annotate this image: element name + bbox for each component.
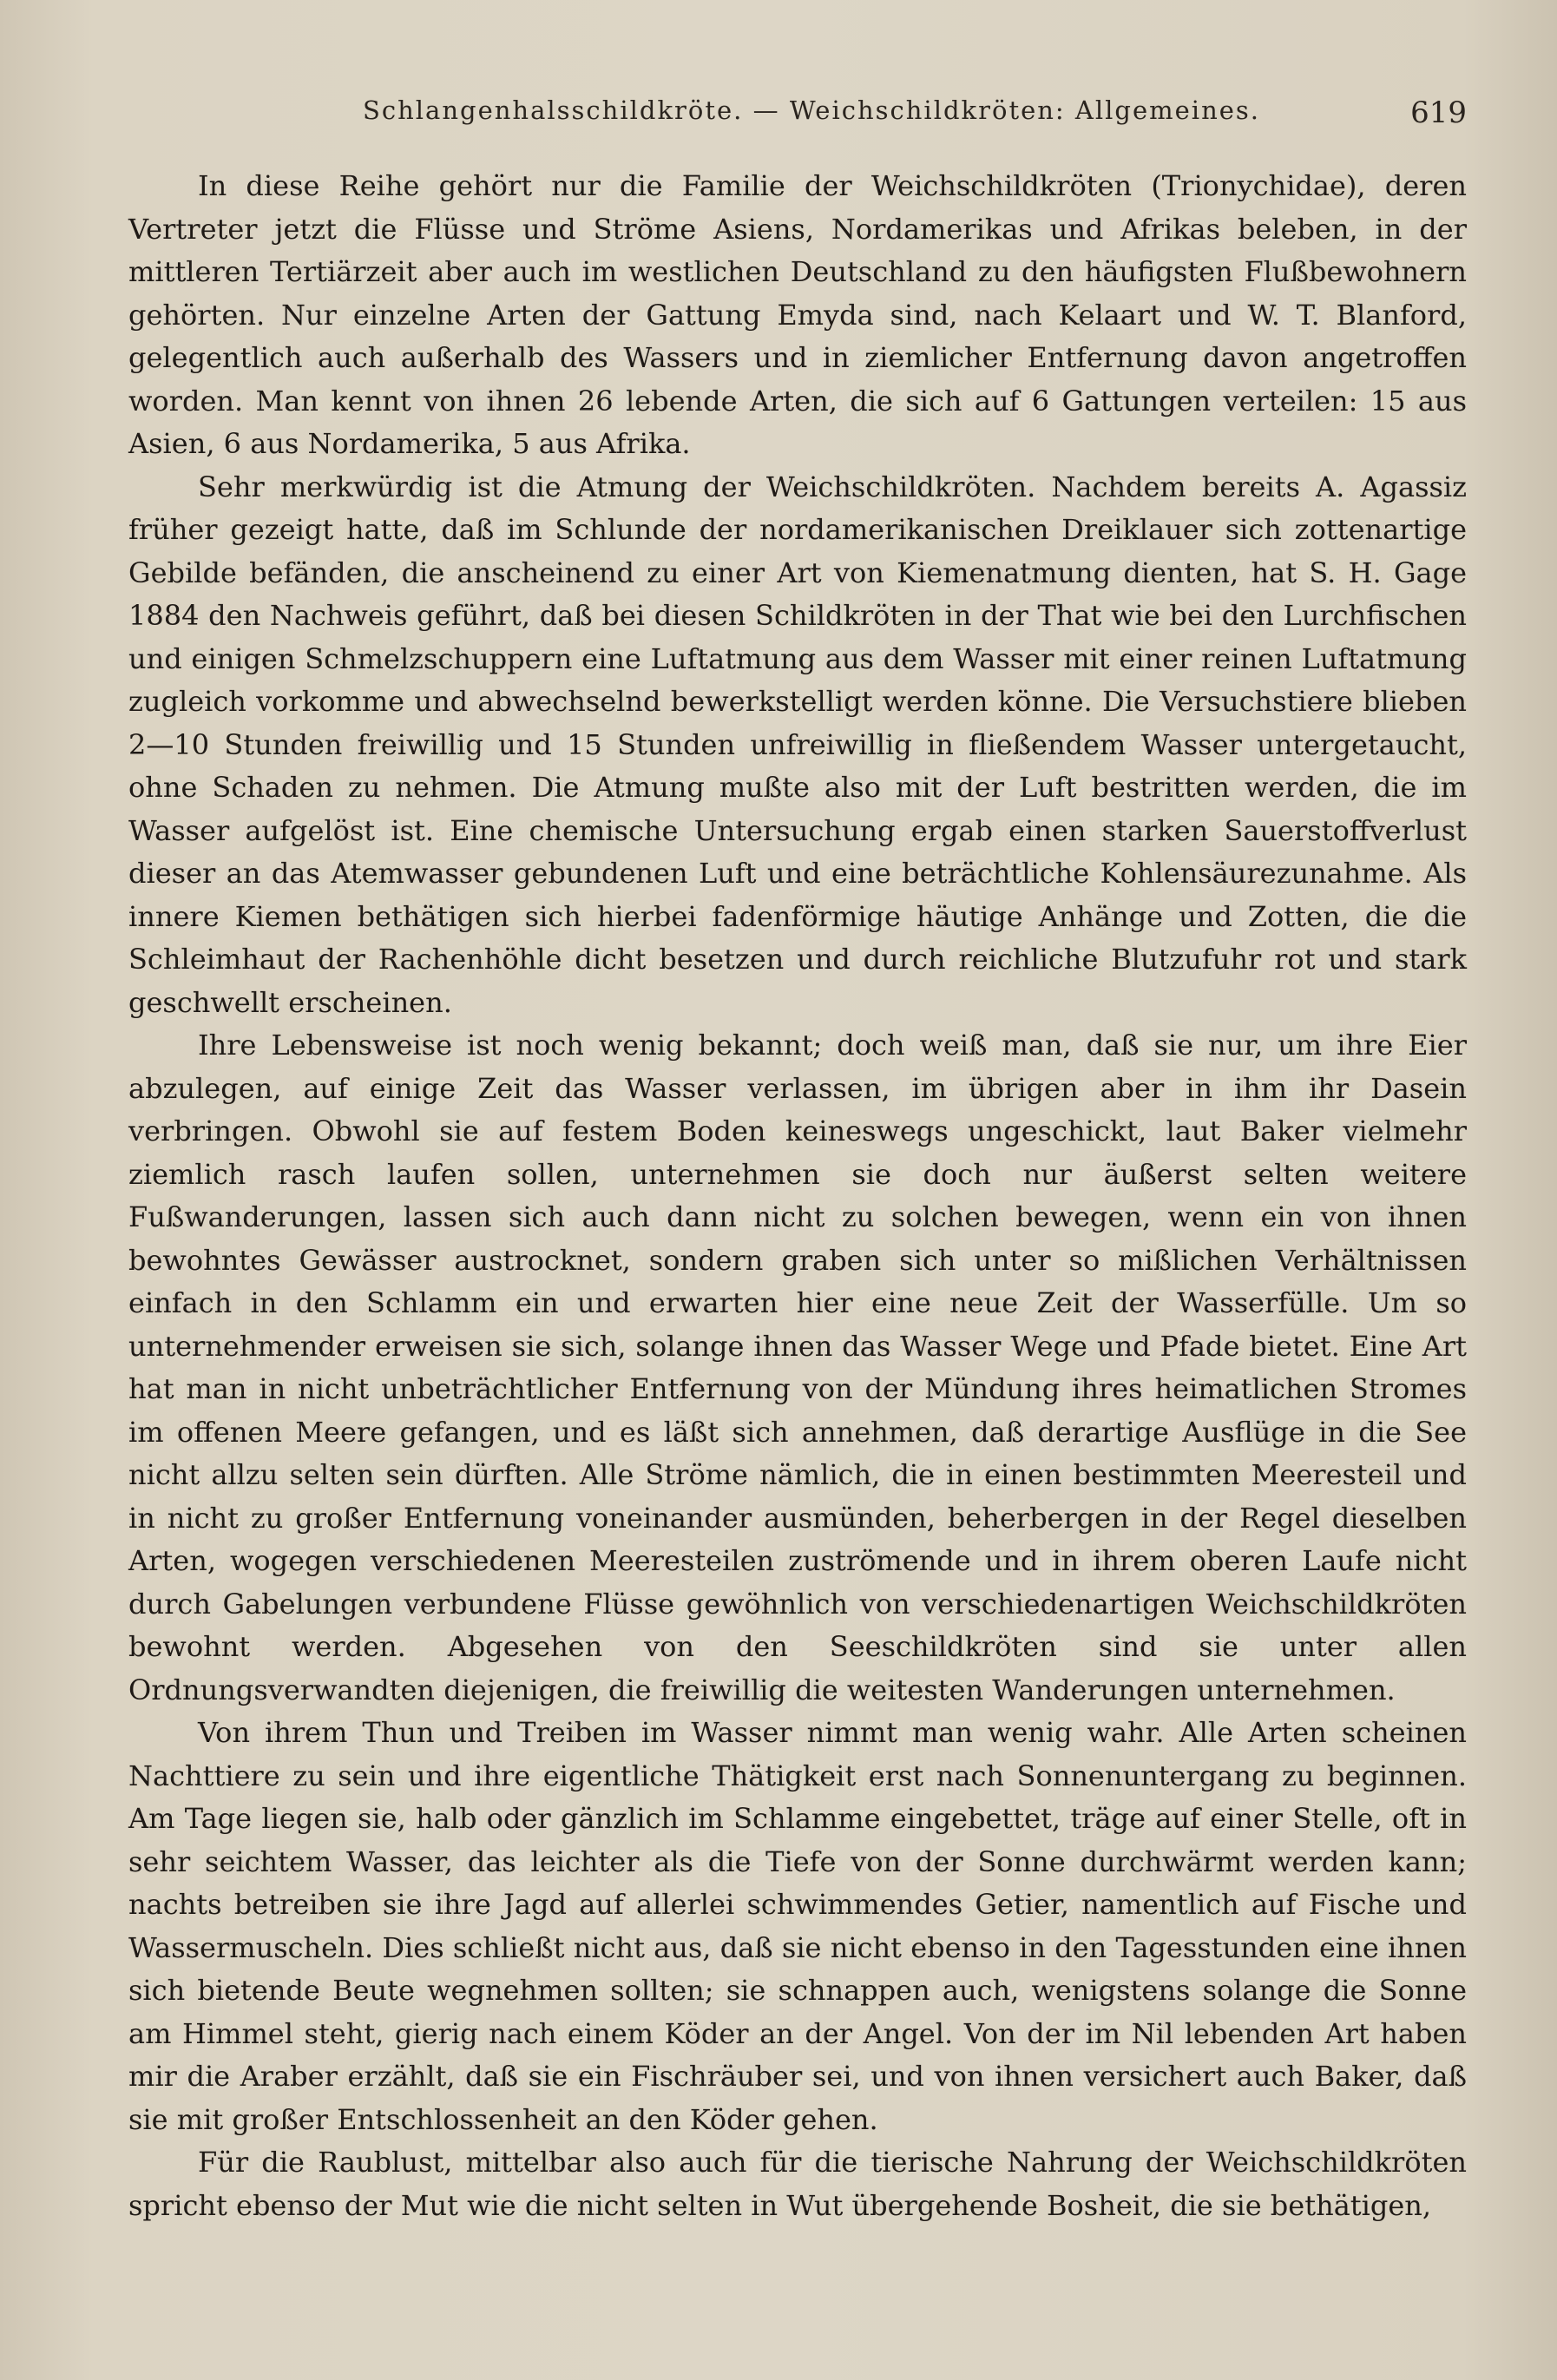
paragraph: Für die Raublust, mittelbar also auch für die tierische Nahrung der Weichschildkröten spricht ebenso der Mut wie die nicht selten in Wut übergehende Bosheit, die sie bethätigen, — [128, 2146, 1467, 2222]
body-text — [128, 165, 1467, 2227]
page-number: 619 — [1410, 95, 1467, 130]
running-head: Schlangenhalsschildkröte. — Weichschildkröten: Allgemeines. — [363, 95, 1261, 125]
paragraph: In diese Reihe gehört nur die Familie der Weichschildkröten (Trionychidae), deren Vertreter jetzt die Flüsse und Ströme Asiens, Nordamerikas und Afrikas beleben, in der mittleren Tertiärzeit aber auch im westlichen Deutschland zu den häufigsten Flußbewohnern gehörten. Nur einzelne Arten der Gattung Emyda sind, nach Kelaart und W. T. Blanford, gelegentlich auch außerhalb des Wassers und in ziemlicher Entfernung davon angetroffen worden. Man kennt von ihnen 26 lebende Arten, die sich auf 6 Gattungen verteilen: 15 aus Asien, 6 aus Nordamerika, 5 aus Afrika. — [128, 169, 1467, 460]
paragraph: Von ihrem Thun und Treiben im Wasser nimmt man wenig wahr. Alle Arten scheinen Nachttiere zu sein und ihre eigentliche Thätigkeit erst nach Sonnenuntergang zu beginnen. Am Tage liegen sie, halb oder gänzlich im Schlamme eingebettet, träge auf einer Stelle, oft in sehr seichtem Wasser, das leichter als die Tiefe von der Sonne durchwärmt werden kann; nachts betreiben sie ihre Jagd auf allerlei schwimmendes Getier, namentlich auf Fische und Wassermuscheln. Dies schließt nicht aus, daß sie nicht ebenso in den Tagesstunden eine ihnen sich bietende Beute wegnehmen sollten; sie schnappen auch, wenigstens solange die Sonne am Himmel steht, gierig nach einem Köder an der Angel. Von der im Nil lebenden Art haben mir die Araber erzählt, daß sie ein Fischräuber sei, und von ihnen versichert auch Baker, daß sie mit großer Entschlossenheit an den Köder gehen. — [128, 1716, 1467, 2136]
paragraph: Ihre Lebensweise ist noch wenig bekannt; doch weiß man, daß sie nur, um ihre Eier abzulegen, auf einige Zeit das Wasser verlassen, im übrigen aber in ihm ihr Dasein verbringen. Obwohl sie auf festem Boden keineswegs ungeschickt, laut Baker vielmehr ziemlich rasch laufen sollen, unternehmen sie doch nur äußerst selten weitere Fußwanderungen, lassen sich auch dann nicht zu solchen bewegen, wenn ein von ihnen bewohntes Gewässer austrocknet, sondern graben sich unter so mißlichen Verhältnissen einfach in den Schlamm ein und erwarten hier eine neue Zeit der Wasserfülle. Um so unternehmender erweisen sie sich, solange ihnen das Wasser Wege und Pfade bietet. Eine Art hat man in nicht unbeträchtlicher Entfernung von der Mündung ihres heimatlichen Stromes im offenen Meere gefangen, und es läßt sich annehmen, daß derartige Ausflüge in die See nicht allzu selten sein dürften. Alle Ströme nämlich, die in einen bestimmten Meeresteil und in nicht zu großer Entfernung voneinander ausmünden, beherbergen in der Regel dieselben Arten, wogegen verschiedenen Meeresteilen zuströmende und in ihrem oberen Laufe nicht durch Gabelungen verbundene Flüsse gewöhnlich von verschiedenartigen Weichschildkröten bewohnt werden. Abgesehen von den Seeschildkröten sind sie unter allen Ordnungsverwandten diejenigen, die freiwillig die weitesten Wanderungen unternehmen. — [128, 1029, 1467, 1706]
paragraph: Sehr merkwürdig ist die Atmung der Weichschildkröten. Nachdem bereits A. Agassiz früher gezeigt hatte, daß im Schlunde der nordamerikanischen Dreiklauer sich zottenartige Gebilde befänden, die anscheinend zu einer Art von Kiemenatmung dienten, hat S. H. Gage 1884 den Nachweis geführt, daß bei diesen Schildkröten in der That wie bei den Lurchfischen und einigen Schmelzschuppern eine Luftatmung aus dem Wasser mit einer reinen Luftatmung zugleich vorkomme und abwechselnd bewerkstelligt werden könne. Die Versuchstiere blieben 2—10 Stunden freiwillig und 15 Stunden unfreiwillig in fließendem Wasser untergetaucht, ohne Schaden zu nehmen. Die Atmung mußte also mit der Luft bestritten werden, die im Wasser aufgelöst ist. Eine chemische Untersuchung ergab einen starken Sauerstoffverlust dieser an das Atemwasser gebundenen Luft und eine beträchtliche Kohlensäurezunahme. Als innere Kiemen bethätigen sich hierbei fadenförmige häutige Anhänge und Zotten, die die Schleimhaut der Rachenhöhle dicht besetzen und durch reichliche Blutzufuhr rot und stark geschwellt erscheinen. — [128, 470, 1467, 1019]
page-header — [128, 90, 1467, 134]
